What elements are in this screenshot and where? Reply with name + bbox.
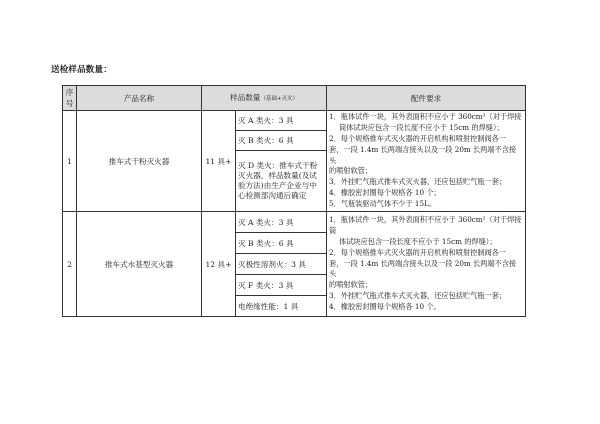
requirement-line: 5．气瓶装驱动气体不少于 15L。 [329,198,437,208]
sample-item: 灭 F 类火：3 具 [236,275,327,296]
header-qty-sub: （基础+灭火） [260,95,298,102]
product-name: 推车式水基型灭火器 [77,212,202,317]
sample-item: 电绝缘性能：1 具 [236,296,327,317]
sample-item: 灭 B 类火：6 具 [236,233,327,254]
sample-item: 灭 A 类火：3 具 [236,111,327,131]
sample-item: 灭极性溶剂火：3 具 [236,254,327,275]
header-no: 序号 [63,86,77,111]
requirements-cell [327,212,526,317]
requirement-line: 的喷射软管； [329,280,373,290]
sample-count: 12 具+ [202,212,236,317]
requirement-line: 套，一段 1.4m 长两端含接头以及一段 20m 长两端不含接头 [329,258,517,279]
section-heading: 送检样品数量： [51,65,112,75]
requirement-line: 4．橡胶密封圈每个规格各 10 个； [329,187,441,197]
table-header-row [63,86,526,111]
requirement-line: 2．每个规格推车式灭火器的开启机构和喷射控制阀各一 [329,247,507,257]
header-requirements: 配件要求 [327,86,526,111]
sample-item: 灭 B 类火：6 具 [236,131,327,151]
requirement-line: 1．瓶体试件一块，其外表面积不应小于 360cm²（对于焊接筒 [329,215,522,236]
product-name: 推车式干粉灭火器 [77,111,202,212]
requirement-line: 1．瓶体试件一块，其外表面积不应小于 360cm²（对于焊接 [329,112,522,122]
sample-requirements-table [62,85,526,317]
row-number: 1 [63,111,77,212]
requirement-line: 3．外挂贮气瓶式推车式灭火器，还应包括贮气瓶一套； [329,290,507,300]
requirement-line: 2．每个规格推车式灭火器的开启机构和喷射控制阀各一 [329,134,507,143]
sample-item: 灭 A 类火：3 具 [236,212,327,233]
requirement-line: 4．橡胶密封圈每个规格各 10 个。 [329,301,441,311]
requirements-cell [327,111,526,212]
sample-count: 11 具+ [202,111,236,212]
requirement-line: 的喷射软管； [329,166,373,176]
requirement-line: 体试块应包含一段长度不应小于 15cm 的焊缝）； [339,237,497,246]
row-number: 2 [63,212,77,317]
sample-item: 灭 D 类火：推车式干粉灭火器，样品数量(及试验方法)由生产企业与中心检测部沟通后确定 [236,151,327,212]
header-qty-main: 样品数量 [230,92,261,102]
header-sample-quantity [202,86,327,111]
requirement-line: 3．外挂贮气瓶式推车式灭火器，还应包括贮气瓶一套； [329,177,507,187]
header-product-name: 产品名称 [77,86,202,111]
requirement-line: 套，一段 1.4m 长两端含接头以及一段 20m 长两端不含接头 [329,144,517,165]
table-row [63,111,526,131]
requirement-line: 筒体试块应包含一段长度不应小于 15cm 的焊缝）； [339,123,504,133]
table-row [63,212,526,233]
